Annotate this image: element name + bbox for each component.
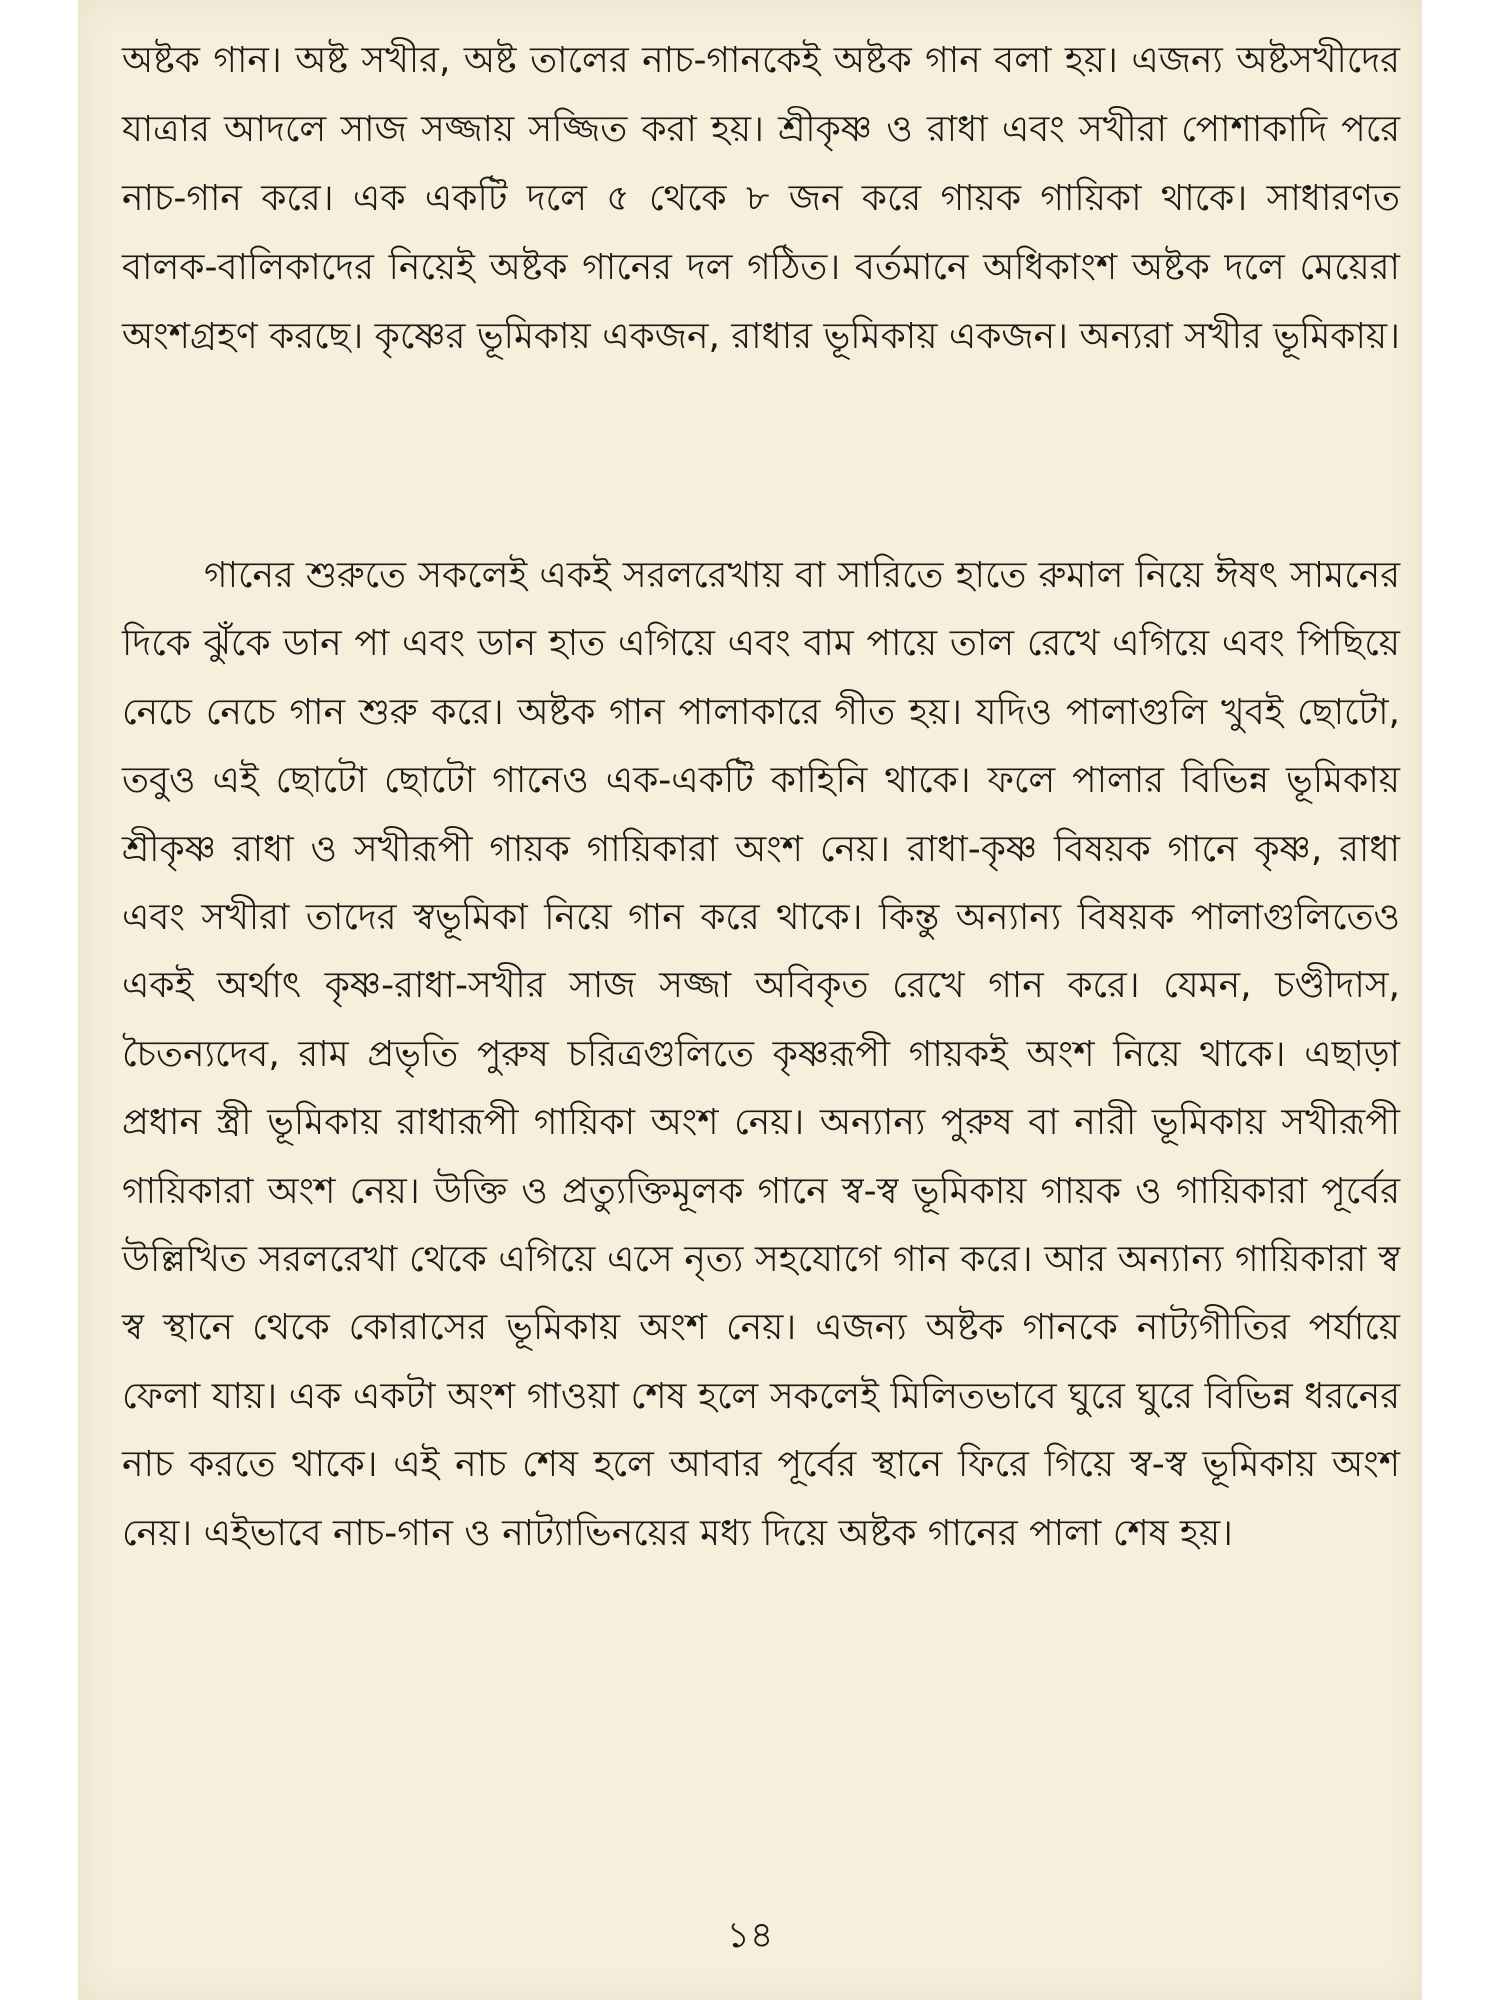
book-page (78, 0, 1422, 2000)
paragraph-1: অষ্টক গান। অষ্ট সখীর, অষ্ট তালের নাচ-গানকেই অষ্টক গান বলা হয়। এজন্য অষ্টসখীদের যাত্রার আদলে সাজ সজ্জায় সজ্জিত করা হয়। শ্রীকৃষ্ণ ও রাধা এবং সখীরা পোশাকাদি পরে নাচ-গান করে। এক একটি দলে ৫ থেকে ৮ জন করে গায়ক গায়িকা থাকে। সাধারণত বালক-বালিকাদের নিয়েই অষ্টক গানের দল গঠিত। বর্তমানে অধিকাংশ অষ্টক দলে মেয়েরা অংশগ্রহণ করছে। কৃষ্ণের ভূমিকায় একজন, রাধার ভূমিকায় একজন। অন্যরা সখীর ভূমিকায়। (122, 40, 1401, 357)
paragraph-2: গানের শুরুতে সকলেই একই সরলরেখায় বা সারিতে হাতে রুমাল নিয়ে ঈষৎ সামনের দিকে ঝুঁকে ডান পা এবং ডান হাত এগিয়ে এবং বাম পায়ে তাল রেখে এগিয়ে এবং পিছিয়ে নেচে নেচে গান শুরু করে। অষ্টক গান পালাকারে গীত হয়। যদিও পালাগুলি খুবই ছোটো, তবুও এই ছোটো ছোটো গানেও এক-একটি কাহিনি থাকে। ফলে পালার বিভিন্ন ভূমিকায় শ্রীকৃষ্ণ রাধা ও সখীরূপী গায়ক গায়িকারা অংশ নেয়। রাধা-কৃষ্ণ বিষয়ক গানে কৃষ্ণ, রাধা এবং সখীরা তাদের স্বভূমিকা নিয়ে গান করে থাকে। কিন্তু অন্যান্য বিষয়ক পালাগুলিতেও একই অর্থাৎ কৃষ্ণ-রাধা-সখীর সাজ সজ্জা অবিকৃত রেখে গান করে। যেমন, চণ্ডীদাস, চৈতন্যদেব, রাম প্রভৃতি পুরুষ চরিত্রগুলিতে কৃষ্ণরূপী গায়কই অংশ নিয়ে থাকে। এছাড়া প্রধান স্ত্রী ভূমিকায় রাধারূপী গায়িকা অংশ নেয়। অন্যান্য পুরুষ বা নারী ভূমিকায় সখীরূপী গায়িকারা অংশ নেয়। উক্তি ও প্রত্যুক্তিমূলক গানে স্ব-স্ব ভূমিকায় গায়ক ও গায়িকারা পূর্বের উল্লিখিত সরলরেখা থেকে এগিয়ে এসে নৃত্য সহযোগে গান করে। আর অন্যান্য গায়িকারা স্ব স্ব স্থানে থেকে কোরাসের ভূমিকায় অংশ নেয়। এজন্য অষ্টক গানকে নাট্যগীতির পর্যায়ে ফেলা যায়। এক একটা অংশ গাওয়া শেষ হলে সকলেই মিলিতভাবে ঘুরে ঘুরে বিভিন্ন ধরনের নাচ করতে থাকে। এই নাচ শেষ হলে আবার পূর্বের স্থানে ফিরে গিয়ে স্ব-স্ব ভূমিকায় অংশ নেয়। এইভাবে নাচ-গান ও নাট্যাভিনয়ের মধ্য দিয়ে অষ্টক গানের পালা শেষ হয়। (122, 555, 1400, 1554)
page-number: ১৪ (726, 1915, 774, 1956)
